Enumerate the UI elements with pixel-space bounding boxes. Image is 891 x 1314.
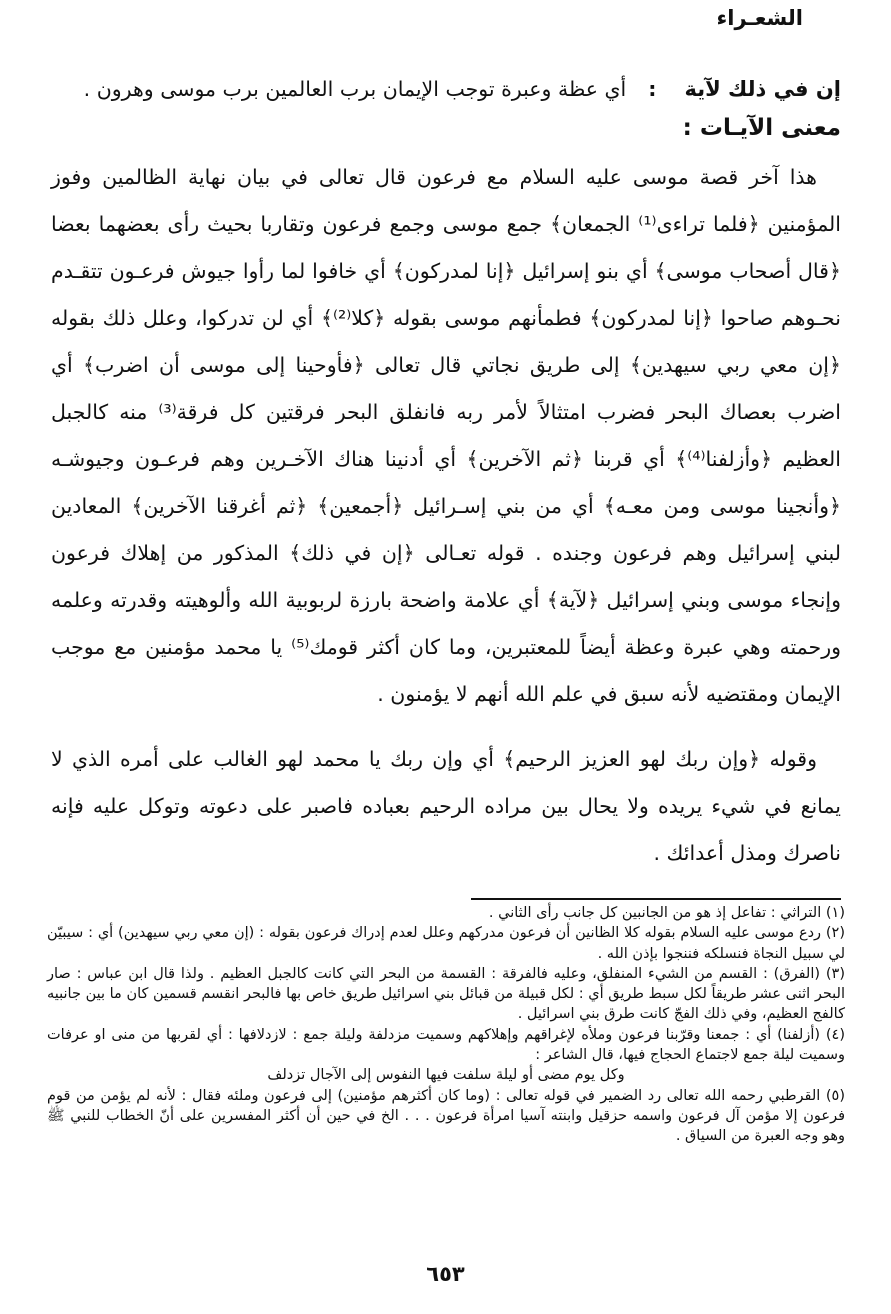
definition-text: أي عظة وعبرة توجب الإيمان برب العالمين برب موسى وهرون . <box>83 77 627 101</box>
explanation-paragraph-2: وقوله ﴿وإن ربك لهو العزيز الرحيم﴾ أي وإن ربك يا محمد لهو الغالب على أمره الذي لا يمانع في شيء يريده ولا يحال بين مراده الرحيم بعباده فاصبر على دعوته وتوكل عليه فإنه ناصرك ومذل أعدائك . <box>51 747 841 865</box>
definition-separator: : <box>648 77 657 101</box>
footnote-3: (٣) (الفرق) : القسم من الشيء المنفلق، وعليه فالفرقة : القسمة من البحر التي كانت كالجبل العظيم . ولذا قال ابن عباس : صار البحر اثنى عشر طريقاً لكل سبط طريق أي : لكل قبيلة من قبائل بني اسرائيل طريق خاص بها فالبحر انقسم قسمين كان ما بين جانبيه كالفج العظيم، وفي ذلك الفجّ كانت طرق بني اسرائيل . <box>47 965 845 1023</box>
footnote-5: (٥) القرطبي رحمه الله تعالى رد الضمير في قوله تعالى : (وما كان أكثرهم مؤمنين) إلى فرعون وملئه فقال : لأنه لم يؤمن من قوم فرعون إلا مؤمن آل فرعون واسمه حزقيل وابنته آسيا امرأة فرعون . . . الخ في حين أن أكثر المفسرين على أنّ الخطاب للنبي ﷺ وهو وجه العبرة من السياق . <box>47 1087 845 1145</box>
footnote-2: (٢) ردع موسى عليه السلام بقوله كلا الظانين أن فرعون مدركهم وعلل لعدم إدراك فرعون بقوله : (إن معي ربي سيهدين) أي : سيبيّن لي سبيل النجاة فنسلكه فننجوا بإذن الله . <box>47 925 845 962</box>
footnotes <box>47 903 845 1147</box>
explanation-paragraph: هذا آخر قصة موسى عليه السلام مع فرعون قال تعالى في بيان نهاية الظالمين وفوز المؤمنين ﴿فلما تراءى⁽¹⁾ الجمعان﴾ جمع موسى وجمع فرعون وتقاربا بحيث رأى بعضهما بعضا ﴿قال أصحاب موسى﴾ أي بنو إسرائيل ﴿إنا لمدركون﴾ أي خافوا لما رأوا جيوش فرعـون تتقـدم نحـوهم صاحوا ﴿إنا لمدركون﴾ فطمأنهم موسى بقوله ﴿كلا⁽²⁾﴾ أي لن تدركوا، وعلل ذلك بقوله ﴿إن معي ربي سيهدين﴾ إلى طريق نجاتي قال تعالى ﴿فأوحينا إلى موسى أن اضرب﴾ أي اضرب بعصاك البحر فضرب امتثالاً لأمر ربه فانفلق البحر فرقتين كل فرقة⁽³⁾ منه كالجبل العظيم ﴿وأزلفنا⁽⁴⁾﴾ أي قربنا ﴿ثم الآخرين﴾ أي أدنينا هناك الآخـرين وهم فرعـون وجيوشـه ﴿وأنجينا موسى ومن معـه﴾ أي من بني إسـرائيل ﴿أجمعين﴾ ﴿ثم أغرقنا الآخرين﴾ المعادين لبني إسرائيل وهم فرعون وجنده . قوله تعـالى ﴿إن في ذلك﴾ المذكور من إهلاك فرعون وإنجاء موسى وبني إسرائيل ﴿لآية﴾ أي علامة واضحة بارزة لربوبية الله وألوهيته وقدرته وعلمه ورحمته وهي عبرة وعظة أيضاً للمعتبرين، وما كان أكثر قومك⁽⁵⁾ يا محمد مؤمنين مع موجب الإيمان ومقتضيه لأنه سبق في علم الله أنهم لا يؤمنون . <box>51 165 842 706</box>
definition-term: إن في ذلك لآية <box>684 77 841 101</box>
footnote-divider <box>471 898 841 900</box>
verse-definition <box>51 72 841 106</box>
footnote-4: (٤) (أزلفنا) أي : جمعنا وقرّبنا فرعون وملأه لإغراقهم وإهلاكهم وسميت مزدلفة وليلة جمع : لازدلافها : أي لقربها من منى او عرفات وسميت ليلة جمع لاجتماع الحجاج فيها، قال الشاعر : <box>47 1026 845 1064</box>
running-head: الشعـراء <box>716 6 803 30</box>
page-number: ٦٥٣ <box>426 1262 465 1286</box>
footnote-1: (١) التراثي : تفاعل إذ هو من الجانبين كل جانب رأى الثاني . <box>488 905 845 921</box>
section-heading: معنى الآيـات : <box>682 115 841 141</box>
poetry-verse: وكل يوم مضى أو ليلة سلفت فيها النفوس إلى الآجال تزدلف <box>267 1067 625 1084</box>
main-content <box>51 72 841 877</box>
